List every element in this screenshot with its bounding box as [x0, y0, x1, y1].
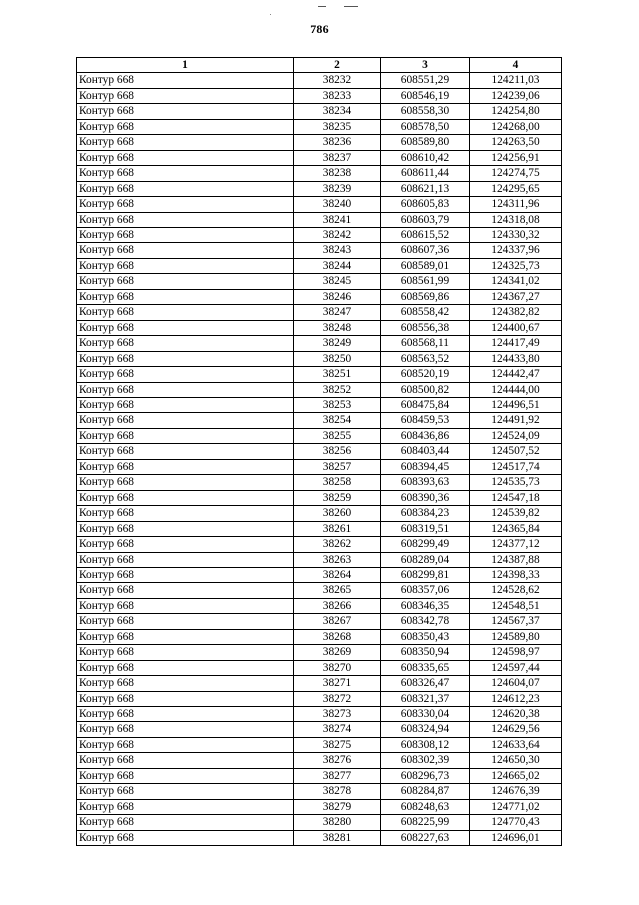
table-row	[77, 382, 562, 397]
coordinate-x-cell: 608558,30	[381, 104, 470, 119]
coordinate-x-cell: 608610,42	[381, 150, 470, 165]
coordinate-x-cell: 608384,23	[381, 506, 470, 521]
coordinate-y-cell: 124517,74	[470, 459, 562, 474]
contour-name-cell: Контур 668	[77, 104, 294, 119]
table-row	[77, 320, 562, 335]
coordinate-x-cell: 608578,50	[381, 119, 470, 134]
table-row	[77, 104, 562, 119]
table-row	[77, 351, 562, 366]
contour-name-cell: Контур 668	[77, 784, 294, 799]
point-number-cell: 38233	[294, 88, 381, 103]
point-number-cell: 38240	[294, 197, 381, 212]
point-number-cell: 38247	[294, 305, 381, 320]
table-row	[77, 475, 562, 490]
coordinate-x-cell: 608299,81	[381, 567, 470, 582]
point-number-cell: 38260	[294, 506, 381, 521]
point-number-cell: 38277	[294, 768, 381, 783]
table-row	[77, 150, 562, 165]
table-row	[77, 166, 562, 181]
coordinate-y-cell: 124239,06	[470, 88, 562, 103]
coordinate-y-cell: 124491,92	[470, 413, 562, 428]
table-row	[77, 444, 562, 459]
contour-name-cell: Контур 668	[77, 676, 294, 691]
coordinate-y-cell: 124254,80	[470, 104, 562, 119]
point-number-cell: 38253	[294, 397, 381, 412]
point-number-cell: 38263	[294, 552, 381, 567]
coordinate-x-cell: 608326,47	[381, 676, 470, 691]
point-number-cell: 38281	[294, 830, 381, 845]
table-row	[77, 784, 562, 799]
coordinate-y-cell: 124535,73	[470, 475, 562, 490]
coordinate-y-cell: 124650,30	[470, 753, 562, 768]
table-row	[77, 397, 562, 412]
contour-name-cell: Контур 668	[77, 521, 294, 536]
point-number-cell: 38232	[294, 73, 381, 88]
coordinate-x-cell: 608621,13	[381, 181, 470, 196]
table-row	[77, 506, 562, 521]
table-row	[77, 135, 562, 150]
table-row	[77, 181, 562, 196]
coordinate-y-cell: 124597,44	[470, 660, 562, 675]
coordinate-x-cell: 608436,86	[381, 428, 470, 443]
coordinate-x-cell: 608546,19	[381, 88, 470, 103]
contour-name-cell: Контур 668	[77, 212, 294, 227]
table-row	[77, 707, 562, 722]
contour-name-cell: Контур 668	[77, 274, 294, 289]
point-number-cell: 38245	[294, 274, 381, 289]
point-number-cell: 38251	[294, 367, 381, 382]
contour-name-cell: Контур 668	[77, 475, 294, 490]
coordinate-x-cell: 608500,82	[381, 382, 470, 397]
point-number-cell: 38239	[294, 181, 381, 196]
table-header-row	[77, 58, 562, 73]
coordinate-y-cell: 124365,84	[470, 521, 562, 536]
coordinate-y-cell: 124341,02	[470, 274, 562, 289]
coordinate-y-cell: 124589,80	[470, 629, 562, 644]
coordinate-x-cell: 608248,63	[381, 799, 470, 814]
coordinate-x-cell: 608403,44	[381, 444, 470, 459]
coordinate-y-cell: 124274,75	[470, 166, 562, 181]
contour-name-cell: Контур 668	[77, 197, 294, 212]
point-number-cell: 38257	[294, 459, 381, 474]
point-number-cell: 38268	[294, 629, 381, 644]
table-row	[77, 645, 562, 660]
point-number-cell: 38267	[294, 614, 381, 629]
coordinate-x-cell: 608296,73	[381, 768, 470, 783]
coordinate-y-cell: 124325,73	[470, 258, 562, 273]
contour-name-cell: Контур 668	[77, 815, 294, 830]
coordinate-y-cell: 124567,37	[470, 614, 562, 629]
point-number-cell: 38266	[294, 598, 381, 613]
contour-name-cell: Контур 668	[77, 336, 294, 351]
contour-name-cell: Контур 668	[77, 382, 294, 397]
coordinate-y-cell: 124295,65	[470, 181, 562, 196]
point-number-cell: 38265	[294, 583, 381, 598]
coordinate-x-cell: 608319,51	[381, 521, 470, 536]
point-number-cell: 38280	[294, 815, 381, 830]
table-row	[77, 413, 562, 428]
coordinate-x-cell: 608607,36	[381, 243, 470, 258]
coordinate-y-cell: 124665,02	[470, 768, 562, 783]
contour-name-cell: Контур 668	[77, 258, 294, 273]
coordinate-x-cell: 608615,52	[381, 227, 470, 242]
table-row	[77, 305, 562, 320]
contour-name-cell: Контур 668	[77, 243, 294, 258]
coordinate-y-cell: 124633,64	[470, 737, 562, 752]
coordinate-y-cell: 124612,23	[470, 691, 562, 706]
point-number-cell: 38279	[294, 799, 381, 814]
table-row	[77, 336, 562, 351]
point-number-cell: 38236	[294, 135, 381, 150]
coordinate-y-cell: 124400,67	[470, 320, 562, 335]
contour-name-cell: Контур 668	[77, 490, 294, 505]
coordinate-x-cell: 608393,63	[381, 475, 470, 490]
table-row	[77, 490, 562, 505]
coordinate-x-cell: 608589,80	[381, 135, 470, 150]
point-number-cell: 38241	[294, 212, 381, 227]
table-row	[77, 691, 562, 706]
table-row	[77, 722, 562, 737]
table-body	[77, 73, 562, 846]
coordinate-y-cell: 124398,33	[470, 567, 562, 582]
coordinate-y-cell: 124771,02	[470, 799, 562, 814]
table-row	[77, 676, 562, 691]
contour-name-cell: Контур 668	[77, 691, 294, 706]
coordinate-y-cell: 124377,12	[470, 537, 562, 552]
point-number-cell: 38252	[294, 382, 381, 397]
table-row	[77, 537, 562, 552]
coordinate-x-cell: 608357,06	[381, 583, 470, 598]
contour-name-cell: Контур 668	[77, 166, 294, 181]
point-number-cell: 38244	[294, 258, 381, 273]
coordinate-y-cell: 124268,00	[470, 119, 562, 134]
coordinate-x-cell: 608551,29	[381, 73, 470, 88]
coordinate-y-cell: 124444,00	[470, 382, 562, 397]
coordinate-y-cell: 124382,82	[470, 305, 562, 320]
point-number-cell: 38246	[294, 289, 381, 304]
contour-name-cell: Контур 668	[77, 506, 294, 521]
coordinate-y-cell: 124528,62	[470, 583, 562, 598]
coordinate-x-cell: 608225,99	[381, 815, 470, 830]
point-number-cell: 38261	[294, 521, 381, 536]
table-row	[77, 815, 562, 830]
coordinate-y-cell: 124263,50	[470, 135, 562, 150]
table-row	[77, 258, 562, 273]
contour-name-cell: Контур 668	[77, 428, 294, 443]
column-header-2: 2	[294, 58, 381, 73]
coordinate-x-cell: 608520,19	[381, 367, 470, 382]
point-number-cell: 38234	[294, 104, 381, 119]
point-number-cell: 38272	[294, 691, 381, 706]
coordinate-y-cell: 124256,91	[470, 150, 562, 165]
coordinate-x-cell: 608390,36	[381, 490, 470, 505]
table-row	[77, 830, 562, 845]
contour-name-cell: Контур 668	[77, 367, 294, 382]
coordinate-y-cell: 124496,51	[470, 397, 562, 412]
point-number-cell: 38235	[294, 119, 381, 134]
contour-name-cell: Контур 668	[77, 645, 294, 660]
point-number-cell: 38273	[294, 707, 381, 722]
coordinate-y-cell: 124318,08	[470, 212, 562, 227]
contour-name-cell: Контур 668	[77, 320, 294, 335]
table-row	[77, 243, 562, 258]
coordinate-y-cell: 124330,32	[470, 227, 562, 242]
coordinate-y-cell: 124311,96	[470, 197, 562, 212]
contour-name-cell: Контур 668	[77, 88, 294, 103]
point-number-cell: 38275	[294, 737, 381, 752]
table-row	[77, 197, 562, 212]
point-number-cell: 38258	[294, 475, 381, 490]
table-row	[77, 737, 562, 752]
coordinate-x-cell: 608603,79	[381, 212, 470, 227]
coordinate-x-cell: 608561,99	[381, 274, 470, 289]
point-number-cell: 38271	[294, 676, 381, 691]
point-number-cell: 38238	[294, 166, 381, 181]
contour-name-cell: Контур 668	[77, 598, 294, 613]
coordinate-y-cell: 124417,49	[470, 336, 562, 351]
contour-name-cell: Контур 668	[77, 799, 294, 814]
contour-name-cell: Контур 668	[77, 289, 294, 304]
point-number-cell: 38270	[294, 660, 381, 675]
contour-name-cell: Контур 668	[77, 768, 294, 783]
coordinate-x-cell: 608302,39	[381, 753, 470, 768]
contour-name-cell: Контур 668	[77, 753, 294, 768]
point-number-cell: 38243	[294, 243, 381, 258]
coordinate-y-cell: 124211,03	[470, 73, 562, 88]
table-row	[77, 521, 562, 536]
coordinate-x-cell: 608308,12	[381, 737, 470, 752]
table-row	[77, 274, 562, 289]
point-number-cell: 38250	[294, 351, 381, 366]
scan-mark-left	[318, 6, 326, 7]
coordinate-x-cell: 608475,84	[381, 397, 470, 412]
contour-name-cell: Контур 668	[77, 614, 294, 629]
contour-name-cell: Контур 668	[77, 135, 294, 150]
point-number-cell: 38278	[294, 784, 381, 799]
table-row	[77, 660, 562, 675]
coordinate-x-cell: 608324,94	[381, 722, 470, 737]
coordinate-x-cell: 608563,52	[381, 351, 470, 366]
point-number-cell: 38256	[294, 444, 381, 459]
contour-name-cell: Контур 668	[77, 181, 294, 196]
point-number-cell: 38262	[294, 537, 381, 552]
point-number-cell: 38276	[294, 753, 381, 768]
scan-mark-right	[344, 6, 358, 7]
table-row	[77, 367, 562, 382]
coordinate-x-cell: 608335,65	[381, 660, 470, 675]
coordinate-x-cell: 608350,94	[381, 645, 470, 660]
coordinate-y-cell: 124547,18	[470, 490, 562, 505]
contour-name-cell: Контур 668	[77, 722, 294, 737]
contour-name-cell: Контур 668	[77, 537, 294, 552]
table-row	[77, 768, 562, 783]
table-row	[77, 598, 562, 613]
coordinate-x-cell: 608342,78	[381, 614, 470, 629]
contour-name-cell: Контур 668	[77, 73, 294, 88]
table-row	[77, 289, 562, 304]
column-header-4: 4	[470, 58, 562, 73]
coordinate-y-cell: 124507,52	[470, 444, 562, 459]
table-row	[77, 119, 562, 134]
coordinate-x-cell: 608569,86	[381, 289, 470, 304]
page-number: 786	[310, 22, 329, 36]
coordinate-y-cell: 124524,09	[470, 428, 562, 443]
contour-name-cell: Контур 668	[77, 567, 294, 582]
contour-name-cell: Контур 668	[77, 351, 294, 366]
contour-name-cell: Контур 668	[77, 583, 294, 598]
table-row	[77, 73, 562, 88]
point-number-cell: 38242	[294, 227, 381, 242]
coordinate-y-cell: 124387,88	[470, 552, 562, 567]
contour-name-cell: Контур 668	[77, 629, 294, 644]
point-number-cell: 38274	[294, 722, 381, 737]
point-number-cell: 38249	[294, 336, 381, 351]
coordinate-y-cell: 124442,47	[470, 367, 562, 382]
point-number-cell: 38254	[294, 413, 381, 428]
table-row	[77, 212, 562, 227]
contour-name-cell: Контур 668	[77, 660, 294, 675]
coordinate-y-cell: 124598,97	[470, 645, 562, 660]
coordinate-x-cell: 608394,45	[381, 459, 470, 474]
contour-name-cell: Контур 668	[77, 552, 294, 567]
coordinate-y-cell: 124548,51	[470, 598, 562, 613]
coordinate-y-cell: 124770,43	[470, 815, 562, 830]
contour-name-cell: Контур 668	[77, 413, 294, 428]
coordinate-x-cell: 608589,01	[381, 258, 470, 273]
table-row	[77, 88, 562, 103]
scan-dot	[270, 14, 271, 15]
point-number-cell: 38259	[294, 490, 381, 505]
coordinate-y-cell: 124433,80	[470, 351, 562, 366]
coordinates-table	[76, 57, 562, 846]
coordinate-x-cell: 608558,42	[381, 305, 470, 320]
point-number-cell: 38255	[294, 428, 381, 443]
coordinate-x-cell: 608346,35	[381, 598, 470, 613]
coordinate-x-cell: 608284,87	[381, 784, 470, 799]
table-row	[77, 227, 562, 242]
coordinate-y-cell: 124539,82	[470, 506, 562, 521]
coordinate-x-cell: 608289,04	[381, 552, 470, 567]
coordinate-x-cell: 608330,04	[381, 707, 470, 722]
table-row	[77, 799, 562, 814]
contour-name-cell: Контур 668	[77, 119, 294, 134]
contour-name-cell: Контур 668	[77, 737, 294, 752]
column-header-1: 1	[77, 58, 294, 73]
contour-name-cell: Контур 668	[77, 459, 294, 474]
coordinate-y-cell: 124337,96	[470, 243, 562, 258]
coordinate-y-cell: 124604,07	[470, 676, 562, 691]
coordinate-y-cell: 124676,39	[470, 784, 562, 799]
contour-name-cell: Контур 668	[77, 444, 294, 459]
contour-name-cell: Контур 668	[77, 397, 294, 412]
table-row	[77, 753, 562, 768]
coordinate-x-cell: 608350,43	[381, 629, 470, 644]
coordinate-y-cell: 124629,56	[470, 722, 562, 737]
coordinate-x-cell: 608459,53	[381, 413, 470, 428]
table-row	[77, 428, 562, 443]
coordinate-x-cell: 608605,83	[381, 197, 470, 212]
contour-name-cell: Контур 668	[77, 305, 294, 320]
column-header-3: 3	[381, 58, 470, 73]
coordinate-y-cell: 124620,38	[470, 707, 562, 722]
table-row	[77, 614, 562, 629]
coordinate-x-cell: 608299,49	[381, 537, 470, 552]
table-row	[77, 459, 562, 474]
point-number-cell: 38248	[294, 320, 381, 335]
point-number-cell: 38269	[294, 645, 381, 660]
coordinate-y-cell: 124367,27	[470, 289, 562, 304]
coordinate-y-cell: 124696,01	[470, 830, 562, 845]
table-row	[77, 552, 562, 567]
table-row	[77, 583, 562, 598]
point-number-cell: 38264	[294, 567, 381, 582]
coordinate-x-cell: 608227,63	[381, 830, 470, 845]
coordinate-x-cell: 608556,38	[381, 320, 470, 335]
coordinate-x-cell: 608568,11	[381, 336, 470, 351]
coordinate-x-cell: 608611,44	[381, 166, 470, 181]
table-row	[77, 629, 562, 644]
table-row	[77, 567, 562, 582]
point-number-cell: 38237	[294, 150, 381, 165]
contour-name-cell: Контур 668	[77, 707, 294, 722]
contour-name-cell: Контур 668	[77, 830, 294, 845]
coordinate-x-cell: 608321,37	[381, 691, 470, 706]
contour-name-cell: Контур 668	[77, 150, 294, 165]
contour-name-cell: Контур 668	[77, 227, 294, 242]
